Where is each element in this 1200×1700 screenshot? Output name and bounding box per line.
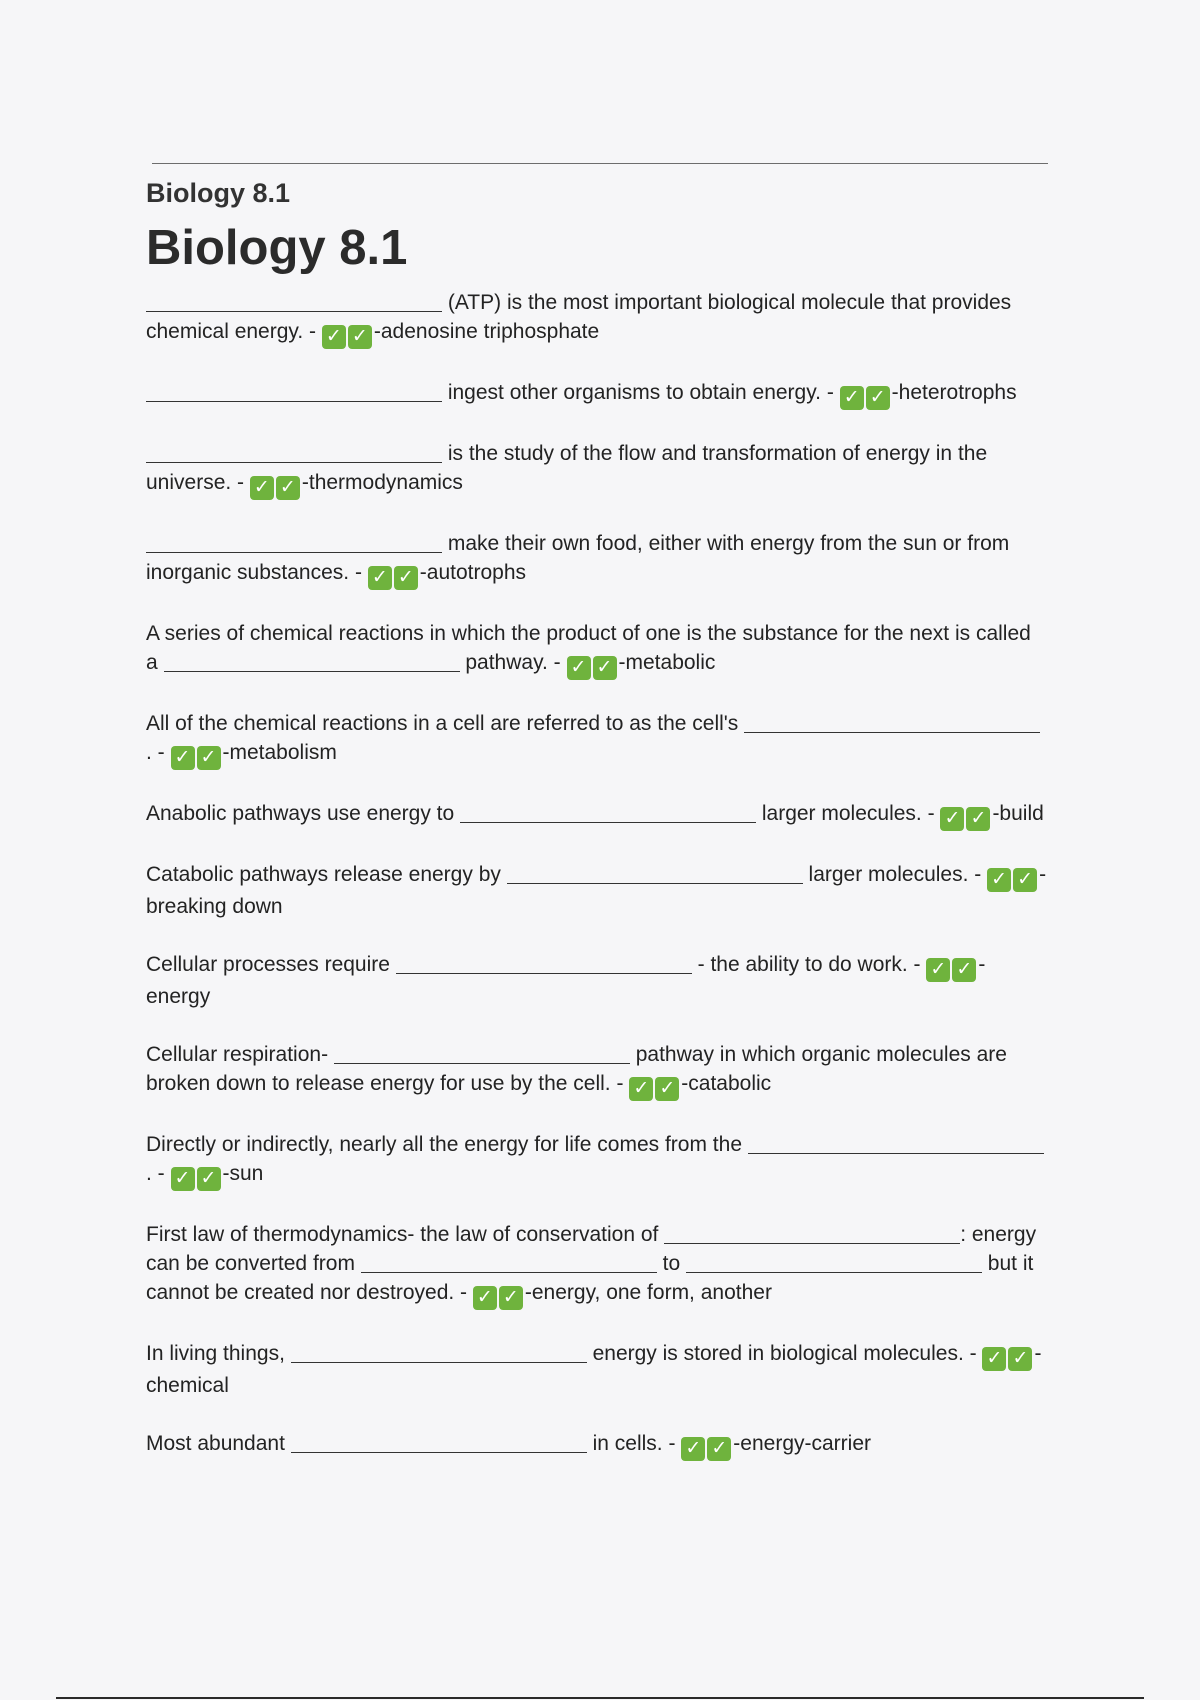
answer-blank (664, 1221, 960, 1244)
check-icon: ✓ (1008, 1347, 1032, 1371)
question-item (146, 1429, 1048, 1461)
question-text: First law of thermodynamics- the law of conservation of (146, 1223, 665, 1246)
answer-blank (744, 710, 1040, 733)
check-icon: ✓ (987, 868, 1011, 892)
answer-checkmarks (926, 953, 978, 980)
question-text: Cellular processes require (146, 953, 396, 976)
question-text: . - (146, 1162, 171, 1185)
question-text: All of the chemical reactions in a cell are referred to as the cell's (146, 712, 745, 735)
question-text: ingest other organisms to obtain energy. - (442, 381, 840, 404)
answer-text: -adenosine triphosphate (373, 320, 600, 343)
answer-text: -build (992, 802, 1044, 825)
answer-checkmarks (368, 561, 420, 588)
answer-blank (164, 649, 460, 672)
check-icon: ✓ (322, 325, 346, 349)
answer-text: -metabolic (618, 651, 716, 674)
question-text: pathway in which organic molecules are broken down to release energy for use by the cell. - (146, 1043, 1007, 1095)
question-item (146, 860, 1048, 921)
check-icon: ✓ (982, 1347, 1006, 1371)
answer-blank (146, 530, 442, 553)
answer-checkmarks (840, 381, 892, 408)
question-text: In living things, (146, 1342, 291, 1365)
check-icon: ✓ (394, 566, 418, 590)
check-icon: ✓ (250, 476, 274, 500)
answer-checkmarks (171, 741, 223, 768)
answer-blank (686, 1250, 982, 1273)
question-text: Directly or indirectly, nearly all the energy for life comes from the (146, 1133, 748, 1156)
answer-checkmarks (322, 320, 374, 347)
question-text: . - (146, 741, 171, 764)
check-icon: ✓ (197, 746, 221, 770)
answer-checkmarks (987, 863, 1039, 890)
question-text: (ATP) is the most important biological molecule that provides chemical energy. - (146, 291, 1012, 343)
question-text: make their own food, either with energy from the sun or from inorganic substances. - (146, 532, 1010, 584)
question-text: - the ability to do work. - (691, 953, 927, 976)
check-icon: ✓ (593, 656, 617, 680)
answer-blank (507, 861, 803, 884)
answer-text: -heterotrophs (891, 381, 1017, 404)
answer-text: -sun (222, 1162, 264, 1185)
answer-blank (146, 440, 442, 463)
answer-checkmarks (171, 1162, 223, 1189)
answer-text: -catabolic (681, 1072, 772, 1095)
check-icon: ✓ (681, 1437, 705, 1461)
answer-checkmarks (681, 1432, 733, 1459)
answer-blank (334, 1041, 630, 1064)
answer-blank (748, 1131, 1044, 1154)
check-icon: ✓ (567, 656, 591, 680)
check-icon: ✓ (171, 746, 195, 770)
check-icon: ✓ (1013, 868, 1037, 892)
check-icon: ✓ (655, 1077, 679, 1101)
check-icon: ✓ (499, 1286, 523, 1310)
answer-blank (396, 951, 692, 974)
check-icon: ✓ (368, 566, 392, 590)
answer-blank (460, 800, 756, 823)
question-item (146, 529, 1048, 590)
question-text: Anabolic pathways use energy to (146, 802, 461, 825)
document-page (146, 0, 1048, 1700)
question-text: in cells. - (586, 1432, 682, 1455)
question-item (146, 439, 1048, 500)
question-item (146, 1220, 1048, 1310)
question-text: is the study of the flow and transformation of energy in the universe. - (146, 442, 988, 494)
question-item (146, 799, 1048, 831)
question-list (146, 288, 1048, 1490)
question-text: Most abundant (146, 1432, 291, 1455)
question-item (146, 288, 1048, 349)
check-icon: ✓ (926, 958, 950, 982)
document-subtitle: Biology 8.1 (146, 178, 291, 208)
answer-text: -autotrophs (419, 561, 527, 584)
check-icon: ✓ (866, 386, 890, 410)
answer-text: -energy, one form, another (524, 1281, 772, 1304)
question-text: but it cannot be created nor destroyed. - (146, 1252, 1034, 1304)
check-icon: ✓ (940, 807, 964, 831)
question-item (146, 1130, 1048, 1191)
answer-blank (291, 1340, 587, 1363)
check-icon: ✓ (197, 1167, 221, 1191)
question-item (146, 619, 1048, 680)
question-text: Catabolic pathways release energy by (146, 863, 507, 886)
document-title: Biology 8.1 (146, 221, 408, 275)
answer-checkmarks (629, 1072, 681, 1099)
question-item (146, 378, 1048, 410)
check-icon: ✓ (171, 1167, 195, 1191)
check-icon: ✓ (707, 1437, 731, 1461)
question-item (146, 709, 1048, 770)
answer-text: -metabolism (222, 741, 337, 764)
answer-text: -energy-carrier (733, 1432, 871, 1455)
check-icon: ✓ (840, 386, 864, 410)
check-icon: ✓ (348, 325, 372, 349)
question-text: larger molecules. - (756, 802, 941, 825)
check-icon: ✓ (473, 1286, 497, 1310)
question-item (146, 1339, 1048, 1400)
answer-checkmarks (473, 1281, 525, 1308)
check-icon: ✓ (952, 958, 976, 982)
answer-blank (291, 1430, 587, 1453)
answer-text: -breaking down (146, 863, 1047, 918)
question-item (146, 950, 1048, 1011)
question-text: A series of chemical reactions in which the product of one is the substance for the next is called a (146, 622, 1031, 674)
question-text: to (656, 1252, 686, 1275)
question-text: : energy can be converted from (146, 1223, 1037, 1275)
answer-blank (146, 379, 442, 402)
question-text: Cellular respiration- (146, 1043, 334, 1066)
answer-checkmarks (940, 802, 992, 829)
question-text: energy is stored in biological molecules. - (586, 1342, 983, 1365)
top-divider (152, 163, 1048, 164)
question-text: larger molecules. - (802, 863, 988, 886)
check-icon: ✓ (276, 476, 300, 500)
answer-text: -energy (146, 953, 986, 1008)
answer-text: -thermodynamics (301, 471, 463, 494)
answer-checkmarks (567, 651, 619, 678)
check-icon: ✓ (629, 1077, 653, 1101)
answer-checkmarks (982, 1342, 1034, 1369)
bottom-divider (56, 1697, 1144, 1699)
answer-blank (146, 289, 442, 312)
answer-blank (361, 1250, 657, 1273)
question-text: pathway. - (459, 651, 567, 674)
check-icon: ✓ (966, 807, 990, 831)
question-item (146, 1040, 1048, 1101)
answer-checkmarks (250, 471, 302, 498)
answer-text: -chemical (146, 1342, 1042, 1397)
